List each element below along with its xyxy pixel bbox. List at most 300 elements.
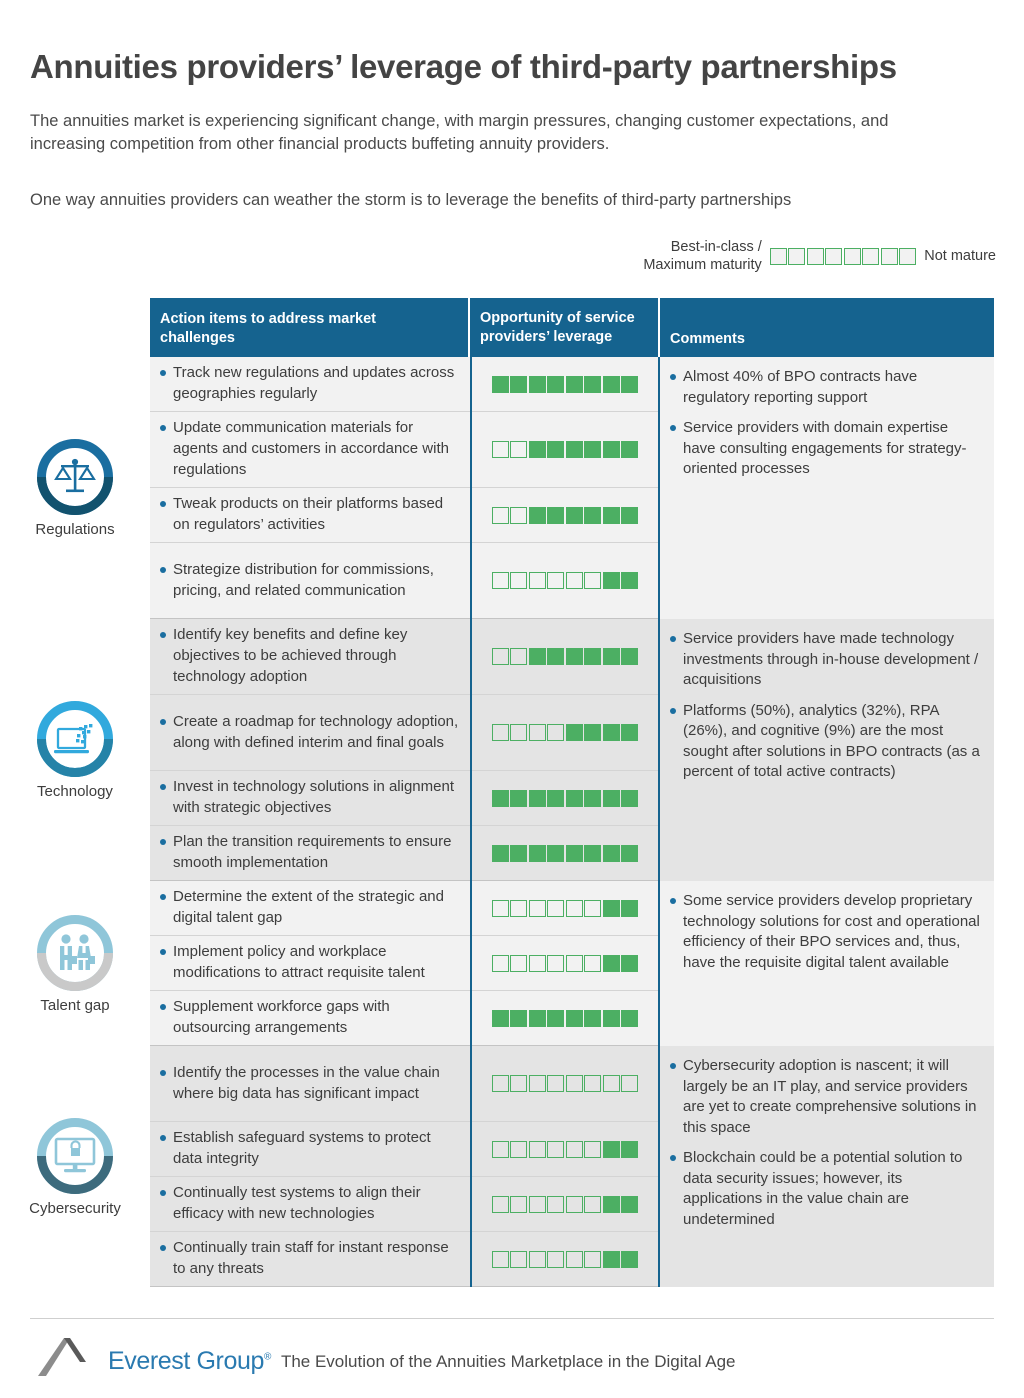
table-row (150, 1122, 470, 1177)
legend-scale-boxes (770, 248, 917, 265)
maturity-scale (492, 1251, 639, 1268)
action-item-text: Determine the extent of the strategic and digital talent gap (173, 888, 444, 926)
comment-list (670, 1056, 982, 1230)
bullet-icon (670, 425, 676, 431)
table-row (150, 826, 470, 881)
action-item-text: Tweak products on their platforms based on regulators’ activities (173, 495, 444, 533)
legend-scale-cell (770, 248, 787, 265)
scale-cell-empty (510, 955, 527, 972)
scale-cell-filled (547, 507, 564, 524)
action-item-text: Strategize distribution for commissions, pricing, and related communication (173, 560, 434, 599)
scale-cell-filled (492, 376, 509, 393)
header-actions-line1: Action items to address market (160, 310, 376, 327)
table-section (150, 619, 994, 881)
scale-cell-empty (584, 572, 601, 589)
legend-scale-cell (862, 248, 879, 265)
scale-cell-empty (492, 648, 509, 665)
comment-text: Service providers with domain expertise have consulting engagements for strategy-oriented processes (683, 419, 967, 478)
header-rating-line2: providers’ leverage (480, 328, 613, 345)
action-item-text: Establish safeguard systems to protect data integrity (173, 1129, 431, 1167)
comments-column (660, 881, 994, 1046)
footer (36, 1332, 736, 1378)
registered-mark: ® (263, 1351, 271, 1363)
table-header-comments (660, 298, 994, 357)
rating-column (470, 881, 660, 1046)
action-item (160, 418, 460, 480)
scale-cell-filled (510, 790, 527, 807)
maturity-scale (492, 790, 639, 807)
comment-item (670, 891, 982, 973)
footer-caption: The Evolution of the Annuities Marketplace in the Digital Age (280, 1352, 736, 1371)
table-row (150, 881, 470, 936)
rating-column (470, 1046, 660, 1287)
actions-column (150, 1046, 470, 1287)
scale-cell-empty (529, 1196, 546, 1213)
scale-cell-empty (529, 955, 546, 972)
category-label: Talent gap (40, 996, 110, 1014)
bullet-icon (670, 1155, 676, 1161)
scale-cell-empty (510, 724, 527, 741)
rating-cell (472, 1046, 658, 1122)
scale-cell-filled (603, 724, 620, 741)
bullet-icon (160, 949, 166, 955)
scale-cell-filled (529, 845, 546, 862)
scale-cell-empty (547, 1075, 564, 1092)
maturity-scale (492, 376, 639, 393)
icon-ring-wrapper (36, 438, 114, 516)
everest-group-logo (36, 1332, 271, 1378)
footer-divider (30, 1318, 994, 1319)
comment-item (670, 1148, 982, 1230)
maturity-scale (492, 1010, 639, 1027)
scale-cell-filled (603, 441, 620, 458)
scale-cell-empty (492, 724, 509, 741)
rating-cell (472, 412, 658, 488)
scale-cell-filled (510, 376, 527, 393)
scale-cell-filled (621, 1196, 638, 1213)
maturity-scale (492, 572, 639, 589)
scale-cell-empty (510, 572, 527, 589)
action-item (160, 887, 460, 928)
scale-cell-empty (529, 900, 546, 917)
maturity-scale (492, 441, 639, 458)
scale-cell-empty (566, 1141, 583, 1158)
maturity-scale (492, 955, 639, 972)
scale-cell-filled (547, 845, 564, 862)
scale-cell-empty (492, 1141, 509, 1158)
maturity-scale (492, 845, 639, 862)
bullet-icon (160, 784, 166, 790)
action-item-text: Implement policy and workplace modifications to attract requisite talent (173, 943, 425, 981)
scale-cell-filled (621, 648, 638, 665)
bullet-icon (160, 632, 166, 638)
comment-list (670, 629, 982, 783)
category-label: Technology (37, 783, 113, 800)
scale-cell-empty (529, 1141, 546, 1158)
scale-cell-filled (621, 1251, 638, 1268)
bullet-icon (160, 501, 166, 507)
rating-cell (472, 881, 658, 936)
scale-cell-empty (529, 724, 546, 741)
action-item (160, 363, 460, 404)
scale-cell-filled (566, 790, 583, 807)
rating-cell (472, 488, 658, 543)
scale-cell-empty (492, 1251, 509, 1268)
scale-cell-filled (621, 900, 638, 917)
scale-cell-filled (603, 900, 620, 917)
maturity-scale (492, 1141, 639, 1158)
maturity-scale (492, 900, 639, 917)
scale-cell-filled (584, 845, 601, 862)
icon-ring-wrapper (36, 914, 114, 992)
scale-cell-filled (621, 507, 638, 524)
action-item (160, 712, 460, 753)
table-row (150, 488, 470, 543)
scale-cell-empty (566, 1075, 583, 1092)
scale-cell-filled (547, 376, 564, 393)
action-item-text: Create a roadmap for technology adoption, along with defined interim and final goals (173, 712, 459, 751)
scale-cell-filled (492, 845, 509, 862)
action-item (160, 777, 460, 818)
scale-cell-filled (621, 441, 638, 458)
table-header-actions (150, 298, 470, 357)
comment-list (670, 367, 982, 480)
scale-cell-empty (547, 1196, 564, 1213)
scale-cell-filled (547, 1010, 564, 1027)
action-item (160, 625, 460, 687)
table-row (150, 1046, 470, 1122)
scale-cell-filled (529, 1010, 546, 1027)
comment-text: Cybersecurity adoption is nascent; it will largely be an IT play, and service providers are yet to create comprehensive solutions in this space (683, 1057, 977, 1136)
scale-cell-empty (510, 507, 527, 524)
scale-cell-filled (621, 572, 638, 589)
legend-scale-cell (807, 248, 824, 265)
scale-cell-empty (529, 572, 546, 589)
leverage-table (150, 298, 994, 1287)
comment-item (670, 701, 982, 783)
action-item-text: Continually test systems to align their efficacy with new technologies (173, 1184, 421, 1222)
comments-column (660, 357, 994, 619)
legend-left-line1: Best-in-class / (670, 239, 762, 255)
bullet-icon (670, 708, 676, 714)
comments-column (660, 1046, 994, 1287)
scale-cell-filled (621, 790, 638, 807)
comment-text: Almost 40% of BPO contracts have regulatory reporting support (683, 368, 918, 406)
bullet-icon (670, 898, 676, 904)
scale-cell-filled (621, 1141, 638, 1158)
rating-cell (472, 619, 658, 695)
action-item (160, 832, 460, 873)
action-item (160, 997, 460, 1038)
scale-cell-filled (566, 845, 583, 862)
header-rating-line1: Opportunity of service (480, 309, 635, 326)
category-cybersecurity (0, 1117, 150, 1217)
bullet-icon (670, 1063, 676, 1069)
action-item-text: Identify key benefits and define key objectives to be achieved through technology adoption (173, 626, 408, 685)
table-row (150, 991, 470, 1046)
category-label: Cybersecurity (29, 1199, 121, 1217)
bullet-icon (160, 1190, 166, 1196)
table-section (150, 357, 994, 619)
rating-cell (472, 695, 658, 771)
scale-cell-filled (529, 507, 546, 524)
action-item-text: Identify the processes in the value chain where big data has significant impact (173, 1063, 440, 1102)
action-item-text: Update communication materials for agents and customers in accordance with regulations (173, 419, 449, 478)
table-row (150, 357, 470, 412)
scale-cell-empty (547, 724, 564, 741)
scale-cell-empty (492, 900, 509, 917)
table-row (150, 695, 470, 771)
comment-item (670, 1056, 982, 1138)
scale-cell-empty (510, 648, 527, 665)
scale-cell-filled (529, 441, 546, 458)
rating-cell (472, 936, 658, 991)
scale-cell-filled (621, 724, 638, 741)
maturity-scale (492, 1075, 639, 1092)
scale-cell-filled (621, 1010, 638, 1027)
intro-paragraph-2: One way annuities providers can weather the storm is to leverage the benefits of third-party partnerships (30, 190, 792, 209)
scale-cell-filled (529, 648, 546, 665)
scale-cell-empty (510, 1141, 527, 1158)
legend-right-label: Not mature (924, 248, 996, 265)
scale-cell-filled (584, 648, 601, 665)
scale-cell-filled (621, 955, 638, 972)
actions-column (150, 881, 470, 1046)
scale-cell-filled (547, 648, 564, 665)
table-body (150, 357, 994, 1287)
legend-scale-cell (844, 248, 861, 265)
legend-scale-cell (881, 248, 898, 265)
maturity-scale (492, 648, 639, 665)
scale-cell-empty (547, 1141, 564, 1158)
legend-left-label (643, 238, 761, 274)
scale-cell-filled (603, 648, 620, 665)
action-item (160, 942, 460, 983)
scale-cell-filled (492, 1010, 509, 1027)
table-header-row (150, 298, 994, 357)
rating-cell (472, 1122, 658, 1177)
action-item (160, 1183, 460, 1224)
icon-ring-wrapper (36, 700, 114, 778)
scale-cell-filled (584, 724, 601, 741)
rating-cell (472, 357, 658, 412)
scale-cell-empty (547, 900, 564, 917)
scale-cell-filled (566, 376, 583, 393)
scale-cell-empty (584, 955, 601, 972)
action-item (160, 494, 460, 535)
bullet-icon (160, 839, 166, 845)
comment-text: Service providers have made technology investments through in-house development / acquisitions (683, 630, 979, 689)
action-item-text: Invest in technology solutions in alignment with strategic objectives (173, 778, 455, 816)
scale-cell-filled (566, 441, 583, 458)
maturity-scale (492, 1196, 639, 1213)
maturity-scale (492, 507, 639, 524)
action-item-text: Track new regulations and updates across geographies regularly (173, 364, 455, 402)
scale-cell-empty (510, 1251, 527, 1268)
rating-cell (472, 826, 658, 881)
scale-cell-filled (566, 724, 583, 741)
category-technology (0, 700, 150, 800)
scale-cell-filled (603, 1141, 620, 1158)
action-item-text: Plan the transition requirements to ensure smooth implementation (173, 833, 452, 871)
scale-cell-filled (547, 441, 564, 458)
rating-column (470, 357, 660, 619)
scales-icon (53, 455, 97, 499)
comments-column (660, 619, 994, 881)
scale-cell-filled (603, 955, 620, 972)
scale-cell-empty (492, 507, 509, 524)
header-actions-line2: challenges (160, 329, 235, 346)
scale-cell-filled (584, 441, 601, 458)
action-item (160, 1238, 460, 1279)
scale-cell-empty (492, 1075, 509, 1092)
comment-list (670, 891, 982, 973)
rating-cell (472, 543, 658, 619)
scale-cell-filled (621, 376, 638, 393)
bullet-icon (160, 370, 166, 376)
logo-wordmark: Everest Group® (108, 1347, 271, 1375)
scale-cell-filled (529, 790, 546, 807)
scale-cell-empty (566, 1251, 583, 1268)
rating-cell (472, 1177, 658, 1232)
legend-scale-cell (825, 248, 842, 265)
scale-cell-filled (603, 507, 620, 524)
scale-cell-filled (510, 1010, 527, 1027)
scale-cell-filled (621, 845, 638, 862)
scale-cell-empty (584, 1251, 601, 1268)
scale-cell-empty (584, 1196, 601, 1213)
comment-text: Platforms (50%), analytics (32%), RPA (26%), and cognitive (9%) are the most sought after solutions in BPO contracts (as a percent of total active contracts) (683, 701, 980, 781)
scale-cell-filled (584, 1010, 601, 1027)
table-row (150, 936, 470, 991)
bullet-icon (160, 1070, 166, 1076)
action-item (160, 560, 460, 601)
scale-cell-filled (547, 790, 564, 807)
scale-cell-empty (492, 1196, 509, 1213)
actions-column (150, 357, 470, 619)
comment-item (670, 367, 982, 408)
rating-cell (472, 771, 658, 826)
scale-cell-empty (529, 1075, 546, 1092)
scale-cell-filled (529, 376, 546, 393)
scale-cell-empty (510, 441, 527, 458)
scale-cell-empty (547, 572, 564, 589)
bullet-icon (160, 1004, 166, 1010)
comment-item (670, 629, 982, 691)
mountain-peak-icon (36, 1332, 96, 1378)
intro-paragraph-1: The annuities market is experiencing significant change, with margin pressures, changing customer expectations, and increasing competition from other financial products buffeting annuity providers. (30, 111, 889, 154)
legend-scale-cell (788, 248, 805, 265)
category-regulations (0, 438, 150, 538)
scale-cell-filled (492, 790, 509, 807)
scale-cell-filled (566, 648, 583, 665)
monitor-lock-icon (52, 1136, 98, 1176)
rating-column (470, 619, 660, 881)
scale-cell-empty (510, 1075, 527, 1092)
bullet-icon (160, 567, 166, 573)
scale-cell-filled (510, 845, 527, 862)
scale-cell-filled (603, 1010, 620, 1027)
legend-left-line2: Maximum maturity (643, 257, 762, 274)
table-row (150, 619, 470, 695)
comment-text: Some service providers develop proprietary technology solutions for cost and operational efficiency of their BPO services and, thus, have the requisite digital talent available (683, 892, 980, 971)
scale-cell-empty (510, 1196, 527, 1213)
category-talent-gap (0, 914, 150, 1014)
table-row (150, 1232, 470, 1287)
comment-item (670, 418, 982, 480)
action-item (160, 1128, 460, 1169)
bullet-icon (160, 719, 166, 725)
actions-column (150, 619, 470, 881)
comment-text: Blockchain could be a potential solution to data security issues; however, its applications in the value chain are undetermined (683, 1149, 963, 1228)
scale-cell-filled (566, 507, 583, 524)
action-item-text: Continually train staff for instant response to any threats (173, 1239, 449, 1277)
action-item-text: Supplement workforce gaps with outsourcing arrangements (173, 998, 390, 1036)
scale-cell-empty (492, 441, 509, 458)
action-item (160, 1063, 460, 1104)
maturity-legend (643, 238, 996, 274)
bullet-icon (160, 1135, 166, 1141)
header-comments-label: Comments (670, 331, 745, 348)
scale-cell-empty (566, 955, 583, 972)
laptop-data-icon (52, 718, 98, 760)
scale-cell-empty (566, 1196, 583, 1213)
category-label: Regulations (35, 521, 115, 538)
icon-ring-wrapper (36, 1117, 114, 1195)
bullet-icon (670, 374, 676, 380)
maturity-scale (492, 724, 639, 741)
table-header-rating (470, 298, 660, 357)
table-row (150, 543, 470, 619)
legend-scale-cell (899, 248, 916, 265)
table-row (150, 1177, 470, 1232)
bullet-icon (160, 1245, 166, 1251)
table-section (150, 881, 994, 1046)
scale-cell-empty (492, 955, 509, 972)
bullet-icon (160, 894, 166, 900)
scale-cell-empty (529, 1251, 546, 1268)
bullet-icon (670, 636, 676, 642)
page-title: Annuities providers’ leverage of third-party partnerships (30, 48, 897, 86)
scale-cell-empty (584, 900, 601, 917)
people-icon (53, 932, 97, 974)
scale-cell-filled (603, 572, 620, 589)
scale-cell-empty (566, 572, 583, 589)
scale-cell-empty (603, 1075, 620, 1092)
rating-cell (472, 991, 658, 1046)
scale-cell-filled (584, 376, 601, 393)
scale-cell-filled (603, 376, 620, 393)
scale-cell-empty (510, 900, 527, 917)
scale-cell-empty (566, 900, 583, 917)
scale-cell-empty (621, 1075, 638, 1092)
scale-cell-filled (584, 507, 601, 524)
scale-cell-empty (584, 1075, 601, 1092)
scale-cell-filled (603, 790, 620, 807)
table-row (150, 412, 470, 488)
table-section (150, 1046, 994, 1287)
scale-cell-empty (492, 572, 509, 589)
scale-cell-filled (603, 845, 620, 862)
scale-cell-filled (603, 1196, 620, 1213)
scale-cell-filled (566, 1010, 583, 1027)
scale-cell-filled (584, 790, 601, 807)
scale-cell-filled (603, 1251, 620, 1268)
bullet-icon (160, 425, 166, 431)
scale-cell-empty (584, 1141, 601, 1158)
scale-cell-empty (547, 1251, 564, 1268)
scale-cell-empty (547, 955, 564, 972)
